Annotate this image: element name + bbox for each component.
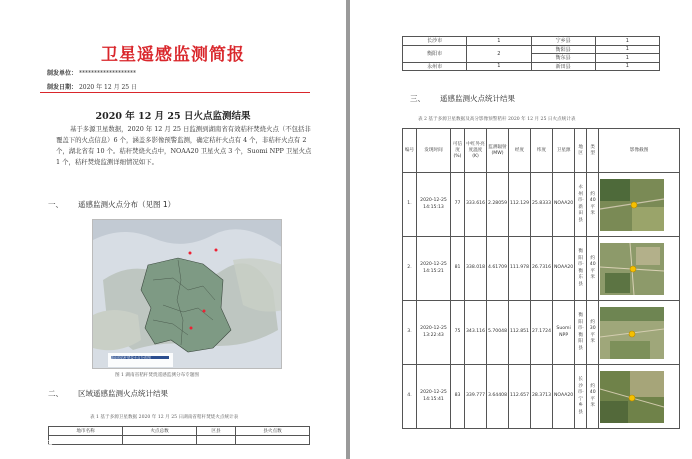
table-cell: 1 xyxy=(467,37,531,46)
section-1-number: 一、 xyxy=(48,200,63,209)
county-fire-table-continued xyxy=(402,36,660,71)
table-row xyxy=(403,45,660,54)
row-type: 约40平米 xyxy=(587,365,599,429)
table-1-header-row xyxy=(49,427,310,436)
row-latitude: 27.1724 xyxy=(531,301,553,365)
fire-row xyxy=(403,365,680,429)
satellite-image xyxy=(600,371,664,423)
map-legend-title: 湖南省秸秆焚烧火点分布图 xyxy=(110,356,151,360)
watermark-logo: 大邮商报 xyxy=(6,439,54,452)
table-cell: 1 xyxy=(595,37,659,46)
row-confidence: 77 xyxy=(451,173,465,237)
table-2-header-cell: 可信度(%) xyxy=(451,129,465,173)
fire-distribution-map xyxy=(92,219,282,369)
table-cell: 长沙市 xyxy=(403,37,467,46)
table-2-header-cell: 经度 xyxy=(509,129,531,173)
section-3-number: 三、 xyxy=(410,94,425,103)
table-cell: 衡阳市 xyxy=(403,45,467,62)
table-cell: 1 xyxy=(595,62,659,71)
report-page-right xyxy=(350,0,692,459)
table-2-header-cell: 中红外亮度温度(K) xyxy=(465,129,487,173)
row-id: 4. xyxy=(403,365,417,429)
row-temperature: 333.616 xyxy=(465,173,487,237)
row-longitude: 112.129 xyxy=(509,173,531,237)
table-2-header-row xyxy=(403,129,680,173)
table-row xyxy=(403,37,660,46)
table-2-header-cell: 纬度 xyxy=(531,129,553,173)
section-2-number: 二、 xyxy=(48,389,63,398)
table-2-header-cell: 地区 xyxy=(575,129,587,173)
row-id: 1. xyxy=(403,173,417,237)
table-2-header-cell: 编号 xyxy=(403,129,417,173)
table-cell: 新田县 xyxy=(531,62,595,71)
table-cell: 1 xyxy=(595,54,659,63)
row-frp: 4.61709 xyxy=(487,237,509,301)
row-frp: 2.28059 xyxy=(487,173,509,237)
satellite-thumbnail xyxy=(599,301,680,365)
section-1-title: 遥感监测火点分布（见图 1） xyxy=(78,200,176,209)
row-id: 2. xyxy=(403,237,417,301)
row-temperature: 338.018 xyxy=(465,237,487,301)
fire-row xyxy=(403,173,680,237)
table-2-caption: 表 2 基于多源卫星数据及高分影像预警秸秆 2020 年 12 月 25 日火点统计表 xyxy=(418,117,576,122)
row-latitude: 26.7316 xyxy=(531,237,553,301)
table-1-header-cell: 地市名称 xyxy=(49,427,123,436)
table-cell: 衡东县 xyxy=(531,54,595,63)
section-heading: 2020 年 12 月 25 日火点监测结果 xyxy=(95,111,251,122)
issue-date-label: 制发日期： xyxy=(47,84,78,91)
county-fire-table xyxy=(48,426,310,445)
row-confidence: 83 xyxy=(451,365,465,429)
report-title: 卫星遥感监测简报 xyxy=(101,45,245,65)
row-type: 约40平米 xyxy=(587,237,599,301)
table-cell: 宁乡县 xyxy=(531,37,595,46)
map-graphic xyxy=(93,220,282,369)
table-1-header-cell: 县火点数 xyxy=(235,427,309,436)
row-satellite: NOAA20 xyxy=(553,365,575,429)
row-latitude: 28.3713 xyxy=(531,365,553,429)
row-longitude: 112.851 xyxy=(509,301,531,365)
issue-date-line xyxy=(47,82,137,91)
row-confidence: 81 xyxy=(451,237,465,301)
issue-date-value: 2020 年 12 月 25 日 xyxy=(78,84,138,91)
row-time: 2020-12-25 14:15:41 xyxy=(417,365,451,429)
row-type: 约30平米 xyxy=(587,301,599,365)
table-1-header-cell: 区县 xyxy=(197,427,236,436)
issuing-unit-label: 制发单位： xyxy=(47,70,78,77)
row-time: 2020-12-25 14:15:21 xyxy=(417,237,451,301)
table-2-header-cell: 影像截图 xyxy=(599,129,680,173)
header-divider xyxy=(40,92,310,93)
fire-row xyxy=(403,237,680,301)
fire-row xyxy=(403,301,680,365)
row-region: 长沙市·宁乡县 xyxy=(575,365,587,429)
table-cell: 1 xyxy=(467,62,531,71)
table-cell: 1 xyxy=(595,45,659,54)
row-frp: 5.70048 xyxy=(487,301,509,365)
row-satellite: NOAA20 xyxy=(553,237,575,301)
section-3-title: 遥感监测火点统计结果 xyxy=(440,94,515,103)
table-cell: 2 xyxy=(467,45,531,62)
section-2-title: 区域遥感监测火点统计结果 xyxy=(78,389,168,398)
table-1-header-cell: 火点总数 xyxy=(123,427,197,436)
table-cell: 衡阳县 xyxy=(531,45,595,54)
satellite-image xyxy=(600,307,664,359)
section-3-heading xyxy=(410,93,515,104)
fire-point-table xyxy=(402,128,680,429)
section-2-heading xyxy=(48,388,168,399)
table-cell: 永州市 xyxy=(403,62,467,71)
row-id: 3. xyxy=(403,301,417,365)
row-satellite: Suomi NPP xyxy=(553,301,575,365)
row-confidence: 75 xyxy=(451,301,465,365)
row-satellite: NOAA20 xyxy=(553,173,575,237)
row-region: 衡阳市·衡东县 xyxy=(575,237,587,301)
row-longitude: 111.978 xyxy=(509,237,531,301)
issuing-unit-line xyxy=(47,68,136,77)
satellite-image xyxy=(600,179,664,231)
satellite-thumbnail xyxy=(599,237,680,301)
table-row xyxy=(403,62,660,71)
table-2-header-cell: 监测辐射(MW) xyxy=(487,129,509,173)
row-time: 2020-12-25 13:22:43 xyxy=(417,301,451,365)
row-frp: 3.64408 xyxy=(487,365,509,429)
table-2-header-cell: 发现时间 xyxy=(417,129,451,173)
satellite-thumbnail xyxy=(599,365,680,429)
section-1-heading xyxy=(48,199,175,210)
table-2-header-cell: 卫星源 xyxy=(553,129,575,173)
satellite-thumbnail xyxy=(599,173,680,237)
summary-paragraph: 基于多源卫星数据，2020 年 12 月 25 日监测到湖南省有效秸秆焚烧火点（不包括非覆盖下的火点信息）6 个，涵盖多影像预警监测，确定秸秆火点有 4 个，非秸秆火点有 2 个，湖北省有 10 个。秸秆焚烧火点中，NOAA20 卫星火点 3 个，Suomi NPP 卫星火点 1 个，秸秆焚烧监测详细情况如下。 xyxy=(56,125,312,166)
table-1-caption: 表 1 基于多源卫星数据 2020 年 12 月 25 日湖南省秸秆焚烧火点统计表 xyxy=(90,415,239,420)
figure-1-caption: 图 1 湖南省秸秆焚烧遥感监测分布专题图 xyxy=(115,373,199,378)
table-1-empty-row xyxy=(49,436,310,445)
row-time: 2020-12-25 14:15:13 xyxy=(417,173,451,237)
row-temperature: 343.116 xyxy=(465,301,487,365)
issuing-unit-value: ******************* xyxy=(78,70,136,77)
row-longitude: 112.657 xyxy=(509,365,531,429)
table-2-header-cell: 类型 xyxy=(587,129,599,173)
row-latitude: 25.8333 xyxy=(531,173,553,237)
satellite-image xyxy=(600,243,664,295)
row-temperature: 339.777 xyxy=(465,365,487,429)
row-region: 衡阳市·衡阳县 xyxy=(575,301,587,365)
row-type: 约40平米 xyxy=(587,173,599,237)
row-region: 永州市·新田县 xyxy=(575,173,587,237)
